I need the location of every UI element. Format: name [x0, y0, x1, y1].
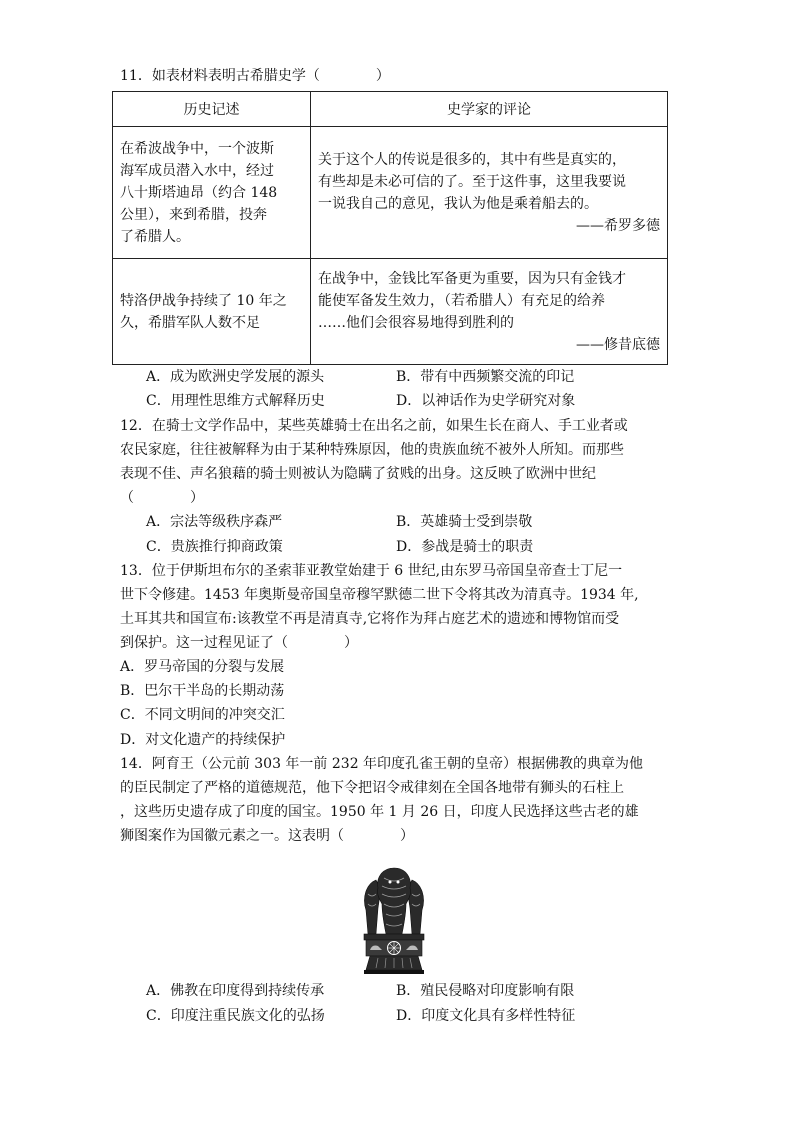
record-line: 了希腊人。: [120, 228, 190, 245]
q12-stem-line: 表现不佳、声名狼藉的骑士则被认为隐瞒了贫贱的出身。这反映了欧洲中世纪: [120, 466, 596, 482]
q11-option-c[interactable]: C．用理性思维方式解释历史: [146, 393, 325, 409]
record-line: 海军成员潜入水中，经过: [120, 162, 274, 179]
comment-line: 关于这个人的传说是很多的，其中有些是真实的，: [318, 151, 626, 168]
q11-option-d[interactable]: D．以神话作为史学研究对象: [396, 393, 576, 409]
record-line: 在希波战争中，一个波斯: [120, 140, 274, 157]
q13-option-a[interactable]: A．罗马帝国的分裂与发展: [120, 659, 285, 675]
q13-stem-line: 世下令修建。1453 年奥斯曼帝国皇帝穆罕默德二世下令将其改为清真寺。1934 年,: [120, 587, 639, 603]
comment-line: 一说我自己的意见，我认为他是乘着船去的。: [318, 195, 598, 212]
q12-option-a[interactable]: A．宗法等级秩序森严: [146, 514, 283, 530]
lion-capital-emblem-icon: [352, 864, 436, 976]
record-line: 久，希腊军队人数不足: [120, 314, 260, 331]
q12-option-c[interactable]: C．贵族推行抑商政策: [146, 539, 283, 555]
table-cell-comment: [311, 127, 668, 259]
q14-stem-line: 14．阿育王（公元前 303 年一前 232 年印度孔雀王朝的皇帝）根据佛教的典章为他: [120, 756, 644, 772]
table-header-row: [113, 92, 668, 127]
q12-option-b[interactable]: B．英雄骑士受到崇敬: [396, 514, 533, 530]
q11-stem: 11．如表材料表明古希腊史学（ ）: [120, 68, 390, 84]
q12-stem-line: （ ）: [120, 490, 204, 506]
comment-author: ——修昔底德: [576, 336, 660, 353]
record-line: 特洛伊战争持续了 10 年之: [120, 292, 287, 309]
q13-option-b[interactable]: B．巴尔干半岛的长期动荡: [120, 683, 285, 699]
q11-option-b[interactable]: B．带有中西频繁交流的印记: [396, 369, 575, 385]
q12-option-d[interactable]: D．参战是骑士的职责: [396, 539, 534, 555]
q14-option-d[interactable]: D．印度文化具有多样性特征: [396, 1008, 576, 1024]
comment-line: 能使军备发生效力，（若希腊人）有充足的给养: [318, 292, 605, 309]
record-line: 八十斯塔迪昂（约合 148: [120, 184, 278, 201]
comment-line: 在战争中，金钱比军备更为重要，因为只有金钱才: [318, 270, 626, 287]
table-header-comment: 史学家的评论: [311, 92, 668, 127]
q13-stem-line: 土耳其共和国宣布:该教堂不再是清真寺,它将作为拜占庭艺术的遗迹和博物馆而受: [120, 611, 620, 627]
table-header-record: 历史记述: [113, 92, 311, 127]
q14-option-a[interactable]: A．佛教在印度得到持续传承: [146, 983, 325, 999]
table-cell-comment: [311, 259, 668, 365]
q14-stem-line: 的臣民制定了严格的道德规范，他下令把诏令戒律刻在全国各地带有狮头的石柱上: [120, 780, 624, 796]
q11-option-a[interactable]: A．成为欧洲史学发展的源头: [146, 369, 325, 385]
q12-stem-line: 12．在骑士文学作品中，某些英雄骑士在出名之前，如果生长在商人、手工业者或: [120, 418, 628, 434]
q14-option-c[interactable]: C．印度注重民族文化的弘扬: [146, 1008, 325, 1024]
q14-option-b[interactable]: B．殖民侵略对印度影响有限: [396, 983, 575, 999]
comment-author: ——希罗多德: [576, 217, 660, 234]
q13-stem-line: 13．位于伊斯坦布尔的圣索菲亚教堂始建于 6 世纪,由东罗马帝国皇帝查士丁尼一: [120, 563, 623, 579]
q14-stem-line: ，这些历史遗存成了印度的国宝。1950 年 1 月 26 日，印度人民选择这些古老的雄: [120, 804, 639, 820]
record-line: 公里），来到希腊，投奔: [120, 206, 267, 223]
comment-line: ……他们会很容易地得到胜利的: [318, 314, 514, 331]
table-cell-record: [113, 127, 311, 259]
q13-stem-line: 到保护。这一过程见证了（ ）: [120, 635, 358, 651]
table-cell-record: [113, 259, 311, 365]
q12-stem-line: 农民家庭，往往被解释为由于某种特殊原因，他的贵族血统不被外人所知。而那些: [120, 442, 624, 458]
q13-option-c[interactable]: C．不同文明间的冲突交汇: [120, 707, 285, 723]
q14-stem-line: 狮图案作为国徽元素之一。这表明（ ）: [120, 828, 414, 844]
q13-option-d[interactable]: D．对文化遗产的持续保护: [120, 732, 286, 748]
comment-line: 有些却是未必可信的了。至于这件事，这里我要说: [318, 173, 626, 190]
table-row: [113, 127, 668, 259]
table-row: [113, 259, 668, 365]
q11-table: [112, 91, 668, 365]
